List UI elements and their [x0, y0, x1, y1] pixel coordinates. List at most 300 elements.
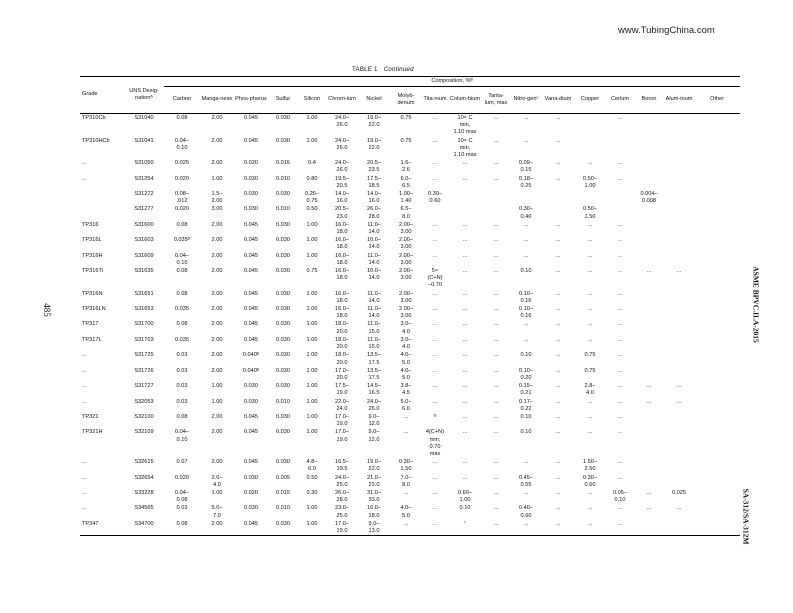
value-cell: 0.07: [176, 459, 188, 466]
value-cell: ...: [432, 221, 438, 228]
value-cell: 0.020: [244, 489, 258, 496]
value-cell: 17.0– 19.0: [335, 413, 349, 428]
value-cell: [634, 474, 664, 489]
value-cell: 0.03: [176, 367, 188, 374]
value-cell: ...: [462, 268, 468, 275]
value-cell: 0.045: [234, 520, 268, 536]
value-cell: 0.045: [244, 321, 258, 328]
value-cell: [694, 367, 740, 382]
value-cell: 1.00: [306, 237, 318, 244]
uns-cell: S31603: [134, 237, 154, 244]
table-row: [80, 428, 740, 458]
uns-cell: S31040: [134, 115, 154, 121]
value-cell: ...: [587, 489, 593, 496]
value-cell: [634, 458, 664, 473]
value-cell: 19.0– 22.0: [367, 459, 381, 473]
value-cell: 0.035: [175, 336, 189, 343]
value-cell: [542, 190, 574, 205]
value-cell: 18.0– 20.0: [335, 352, 349, 366]
table-row: [80, 474, 740, 489]
value-cell: 16.0– 18.0: [335, 221, 349, 236]
value-cell: ...: [403, 489, 409, 496]
value-cell: ...: [432, 252, 438, 259]
value-cell: 0.75: [400, 115, 412, 121]
grade-cell: TP316: [82, 221, 99, 228]
value-cell: ...: [617, 252, 623, 259]
value-cell: 26.0– 28.0: [335, 489, 349, 504]
value-cell: ...: [676, 383, 682, 390]
value-cell: ...: [493, 221, 499, 228]
grade-cell: ...: [82, 175, 87, 182]
value-cell: 3.8– 4.5: [400, 383, 412, 397]
value-cell: ...: [432, 160, 438, 167]
value-cell: 2.00: [211, 237, 223, 244]
value-cell: 0.30– 1.50: [399, 459, 413, 473]
value-cell: 0.08: [176, 268, 188, 275]
value-cell: [448, 205, 482, 220]
value-cell: ...: [432, 137, 438, 144]
value-cell: [694, 159, 740, 174]
value-cell: 4.0– 5.0: [400, 352, 412, 366]
value-cell: 2.00– 3.00: [399, 237, 413, 251]
value-cell: 1.00: [306, 429, 318, 436]
value-cell: 2.8– 4.0: [584, 383, 596, 397]
value-cell: ...: [462, 352, 468, 359]
value-cell: ᶠ: [448, 520, 482, 536]
value-cell: ...: [493, 268, 499, 275]
value-cell: 0.08– .012: [175, 191, 189, 205]
value-cell: ...: [493, 398, 499, 405]
value-cell: ...: [617, 336, 623, 343]
value-cell: 5× (C+N) –0.70: [427, 268, 443, 289]
value-cell: ...: [493, 175, 499, 182]
value-cell: 1.00: [306, 321, 318, 328]
value-cell: [694, 267, 740, 290]
value-cell: 0.030: [244, 474, 258, 481]
value-cell: 3.00: [211, 206, 223, 213]
header-uns: UNS Desig-nationᴬ: [124, 77, 164, 114]
table-row: [80, 413, 740, 428]
value-cell: ...: [617, 160, 623, 167]
value-cell: 0.08: [176, 115, 188, 121]
value-cell: 1.00: [306, 398, 318, 405]
table-row: [80, 458, 740, 473]
value-cell: ...: [555, 489, 561, 496]
value-cell: ...: [523, 336, 529, 343]
value-cell: ...: [493, 429, 499, 436]
value-cell: [634, 205, 664, 220]
running-header-standard: ASME BPVC.II.A-2015: [751, 266, 761, 343]
value-cell: 10× C min, 1.10 max: [453, 137, 477, 159]
value-cell: 0.040ᴱ: [242, 367, 260, 374]
watermark-url: www.TubingChina.com: [618, 25, 715, 36]
value-cell: 0.08: [176, 290, 188, 297]
value-cell: 13.5– 17.5: [367, 367, 381, 381]
value-cell: [574, 137, 606, 160]
value-cell: ...: [462, 237, 468, 244]
value-cell: 1.00: [306, 367, 318, 374]
value-cell: [634, 252, 664, 267]
value-cell: 6.5– 8.0: [400, 206, 412, 220]
value-cell: 2.00: [211, 336, 223, 343]
value-cell: ...: [462, 336, 468, 343]
value-cell: [664, 428, 694, 458]
value-cell: ...: [587, 237, 593, 244]
value-cell: 0.030: [276, 290, 290, 297]
value-cell: 0.30– 0.40: [519, 206, 533, 220]
header-col: Nickel: [358, 87, 390, 114]
value-cell: [664, 351, 694, 366]
value-cell: [694, 458, 740, 473]
value-cell: ...: [555, 237, 561, 244]
header-col: Carbon: [164, 87, 200, 114]
value-cell: 0.04– 0.10: [175, 137, 189, 151]
uns-cell: S31727: [134, 383, 154, 390]
grade-cell: ...: [82, 398, 87, 405]
header-col: Molyb-denum: [390, 87, 422, 114]
value-cell: 4.0– 5.0: [400, 367, 412, 381]
value-cell: 3.0– 4.0: [400, 336, 412, 351]
value-cell: 1.00: [211, 489, 223, 496]
value-cell: 2.00: [211, 306, 223, 313]
value-cell: 0.03: [176, 352, 188, 359]
value-cell: ...: [462, 290, 468, 297]
value-cell: [694, 175, 740, 190]
value-cell: ...: [493, 336, 499, 343]
value-cell: ...: [646, 383, 652, 390]
value-cell: ...: [587, 290, 593, 297]
value-cell: ...: [493, 505, 499, 512]
value-cell: ...: [587, 413, 593, 420]
value-cell: [694, 190, 740, 205]
value-cell: ...: [555, 221, 561, 228]
value-cell: 0.75: [584, 352, 596, 359]
value-cell: ...: [555, 137, 561, 144]
value-cell: 2.00: [211, 352, 223, 359]
grade-cell: ...: [82, 505, 87, 512]
value-cell: 14.0– 16.0: [367, 191, 381, 205]
value-cell: 20.5– 23.0: [335, 206, 349, 220]
table-title-continued: Continued: [383, 66, 414, 73]
value-cell: ...: [617, 459, 623, 466]
value-cell: 0.10: [520, 413, 532, 420]
uns-cell: S31600: [134, 221, 154, 228]
value-cell: [694, 320, 740, 335]
value-cell: ...: [555, 175, 561, 182]
value-cell: [694, 382, 740, 397]
header-col: Alum-inum: [664, 87, 694, 114]
grade-cell: TP347: [80, 520, 124, 536]
value-cell: 19.5– 20.5: [335, 175, 349, 189]
header-grade: Grade: [80, 77, 124, 114]
value-cell: [694, 252, 740, 267]
uns-cell: S31041: [134, 137, 154, 144]
value-cell: ...: [587, 429, 593, 436]
value-cell: ...: [462, 252, 468, 259]
uns-cell: S32100: [134, 413, 154, 420]
uns-cell: S34565: [134, 505, 154, 512]
value-cell: 0.030: [244, 175, 258, 182]
value-cell: 4.0– 5.0: [400, 505, 412, 519]
value-cell: [634, 290, 664, 305]
grade-cell: TP317: [82, 321, 99, 328]
value-cell: ...: [587, 505, 593, 512]
value-cell: 11.0– 14.0: [367, 252, 381, 266]
value-cell: ...: [432, 321, 438, 328]
value-cell: 0.030: [276, 336, 290, 343]
value-cell: ...: [432, 175, 438, 182]
value-cell: 0.045: [244, 306, 258, 313]
value-cell: ...: [462, 429, 468, 436]
table-row: [80, 398, 740, 413]
value-cell: 0.10: [459, 505, 471, 512]
value-cell: 2.00: [211, 459, 223, 466]
value-cell: [634, 305, 664, 320]
value-cell: 16.0– 18.0: [335, 290, 349, 304]
value-cell: 0.030: [276, 383, 290, 390]
value-cell: ᴳ: [433, 413, 437, 420]
value-cell: 9.0– 12.0: [368, 429, 380, 443]
value-cell: ...: [555, 290, 561, 297]
value-cell: 0.030: [268, 520, 298, 536]
value-cell: [634, 367, 664, 382]
grade-cell: ...: [82, 474, 87, 481]
value-cell: ...: [432, 367, 438, 374]
value-cell: ...: [493, 290, 499, 297]
value-cell: 16.0– 18.0: [335, 252, 349, 266]
value-cell: 2.00: [211, 252, 223, 259]
value-cell: ...: [617, 398, 623, 405]
value-cell: 0.4: [308, 160, 316, 167]
value-cell: 2.00– 3.00: [399, 221, 413, 236]
value-cell: 16.0– 18.0: [335, 237, 349, 251]
value-cell: [664, 190, 694, 205]
uns-cell: S31726: [134, 367, 154, 374]
value-cell: ...: [462, 221, 468, 228]
value-cell: ...: [555, 160, 561, 167]
table-row: [80, 351, 740, 366]
value-cell: 0.030: [276, 429, 290, 436]
value-cell: 0.75: [400, 137, 412, 144]
header-col: Chrom-ium: [326, 87, 358, 114]
grade-cell: TP316Ti: [82, 268, 103, 275]
grade-cell: ...: [82, 459, 87, 466]
uns-cell: S32654: [134, 474, 154, 481]
grade-cell: TP316N: [82, 290, 103, 297]
value-cell: ...: [646, 268, 652, 275]
grade-cell: ...: [82, 367, 87, 374]
header-col: Tita-nium: [422, 87, 448, 114]
value-cell: [694, 137, 740, 160]
value-cell: 0.045: [244, 115, 258, 121]
value-cell: [664, 114, 694, 137]
value-cell: 0.045: [244, 252, 258, 259]
value-cell: 0.50: [306, 206, 318, 213]
value-cell: [694, 351, 740, 366]
value-cell: ...: [587, 306, 593, 313]
value-cell: 11.0– 14.0: [367, 290, 381, 304]
value-cell: 0.045: [244, 137, 258, 144]
value-cell: ...: [555, 367, 561, 374]
value-cell: 0.03: [176, 383, 188, 390]
value-cell: 1.00: [306, 221, 318, 228]
value-cell: 2.0– 4.0: [211, 474, 223, 488]
value-cell: 0.30– 0.60: [583, 474, 597, 488]
value-cell: ...: [617, 237, 623, 244]
value-cell: ...: [523, 137, 529, 144]
value-cell: ...: [493, 352, 499, 359]
value-cell: 0.030: [276, 252, 290, 259]
value-cell: ...: [432, 489, 438, 496]
value-cell: ...: [523, 115, 529, 121]
value-cell: [694, 290, 740, 305]
value-cell: 18.0– 20.0: [335, 321, 349, 335]
table-row: [80, 190, 740, 205]
table-row: [80, 236, 740, 251]
value-cell: ...: [493, 489, 499, 496]
value-cell: ...: [493, 137, 499, 144]
value-cell: ...: [432, 290, 438, 297]
value-cell: ...: [555, 383, 561, 390]
value-cell: ...: [432, 383, 438, 390]
value-cell: 17.5– 19.0: [335, 383, 349, 397]
value-cell: [664, 458, 694, 473]
value-cell: 2.00– 3.00: [399, 290, 413, 304]
header-col: Silicon: [298, 87, 326, 114]
value-cell: ...: [510, 520, 542, 536]
value-cell: 0.030: [276, 413, 290, 420]
value-cell: ...: [462, 306, 468, 313]
value-cell: [634, 137, 664, 160]
value-cell: 0.10– 0.16: [519, 290, 533, 304]
value-cell: 24.0– 26.0: [335, 137, 349, 151]
table-title-label: TABLE 1: [352, 66, 378, 73]
value-cell: 1.00: [211, 398, 223, 405]
value-cell: [664, 205, 694, 220]
uns-cell: S31651: [134, 290, 154, 297]
value-cell: [574, 114, 606, 137]
uns-cell: S32053: [134, 398, 154, 405]
value-cell: [634, 236, 664, 251]
value-cell: [664, 290, 694, 305]
value-cell: 16.0– 18.0: [335, 306, 349, 320]
value-cell: 9.0– 12.0: [368, 413, 380, 428]
value-cell: 0.030: [244, 206, 258, 213]
value-cell: [634, 351, 664, 366]
uns-cell: S31254: [134, 175, 154, 182]
value-cell: [542, 205, 574, 220]
value-cell: ...: [617, 505, 623, 512]
value-cell: [482, 205, 510, 220]
value-cell: ...: [587, 398, 593, 405]
table-row: [80, 489, 740, 504]
value-cell: 11.0– 14.0: [367, 306, 381, 320]
value-cell: ...: [555, 252, 561, 259]
value-cell: ...: [542, 520, 574, 536]
value-cell: 0.030: [276, 352, 290, 359]
value-cell: 2.00: [211, 137, 223, 144]
value-cell: ...: [617, 306, 623, 313]
value-cell: ...: [462, 175, 468, 182]
value-cell: 2.00: [211, 429, 223, 436]
value-cell: 2.00: [211, 367, 223, 374]
value-cell: ...: [462, 321, 468, 328]
value-cell: 4(C+N) min; 0.70 max: [425, 429, 445, 457]
value-cell: 0.020: [244, 160, 258, 167]
value-cell: ...: [555, 474, 561, 481]
grade-cell: [80, 190, 124, 205]
header-col: Colum-bium: [448, 87, 482, 114]
value-cell: 11.0– 15.0: [367, 336, 381, 351]
table-title: [352, 66, 414, 73]
value-cell: 1.00: [211, 383, 223, 390]
value-cell: 0.030: [244, 383, 258, 390]
page-number: 485: [41, 303, 52, 317]
value-cell: ...: [422, 520, 448, 536]
value-cell: 0.03: [176, 505, 188, 512]
value-cell: 5.0– 6.0: [400, 398, 412, 412]
value-cell: 14.0– 16.0: [335, 191, 349, 205]
grade-cell: TP316H: [82, 252, 103, 259]
grade-cell: ...: [82, 383, 87, 390]
value-cell: [664, 159, 694, 174]
value-cell: 0.10: [520, 352, 532, 359]
value-cell: ...: [462, 383, 468, 390]
value-cell: 0.60– 1.00: [458, 489, 472, 504]
uns-cell: S31703: [134, 336, 154, 343]
value-cell: ...: [432, 336, 438, 343]
value-cell: 2.00: [211, 160, 223, 167]
value-cell: 10.0– 14.0: [367, 237, 381, 251]
value-cell: 0.30: [306, 489, 318, 496]
value-cell: 0.09– 0.15: [519, 160, 533, 174]
table-row: [80, 382, 740, 397]
value-cell: [634, 221, 664, 236]
value-cell: 24.0– 26.0: [367, 398, 381, 412]
value-cell: 1.00: [306, 505, 318, 512]
value-cell: [694, 504, 740, 519]
value-cell: ...: [523, 252, 529, 259]
value-cell: 3.0– 4.0: [400, 321, 412, 335]
value-cell: 31.0– 33.0: [367, 489, 381, 504]
value-cell: ...: [587, 221, 593, 228]
value-cell: 17.0– 19.0: [335, 429, 349, 443]
value-cell: 0.015: [276, 160, 290, 167]
value-cell: 13.5– 17.5: [367, 352, 381, 366]
value-cell: 0.08: [164, 520, 200, 536]
value-cell: 0.030: [276, 237, 290, 244]
value-cell: [694, 474, 740, 489]
header-col: Phos-phorus: [234, 87, 268, 114]
value-cell: 2.00: [211, 268, 223, 275]
value-cell: ...: [482, 520, 510, 536]
value-cell: ...: [617, 290, 623, 297]
value-cell: [694, 489, 740, 504]
grade-cell: ...: [82, 489, 87, 496]
uns-cell: S34700: [124, 520, 164, 536]
value-cell: 17.5– 18.5: [367, 175, 381, 189]
value-cell: 0.045: [244, 459, 258, 466]
value-cell: ...: [493, 383, 499, 390]
value-cell: ...: [493, 160, 499, 167]
value-cell: 16.5– 19.5: [335, 459, 349, 473]
value-cell: [664, 520, 694, 536]
value-cell: 0.030: [276, 268, 290, 275]
value-cell: 2.00: [211, 290, 223, 297]
value-cell: [664, 236, 694, 251]
value-cell: [694, 114, 740, 137]
value-cell: ...: [432, 306, 438, 313]
